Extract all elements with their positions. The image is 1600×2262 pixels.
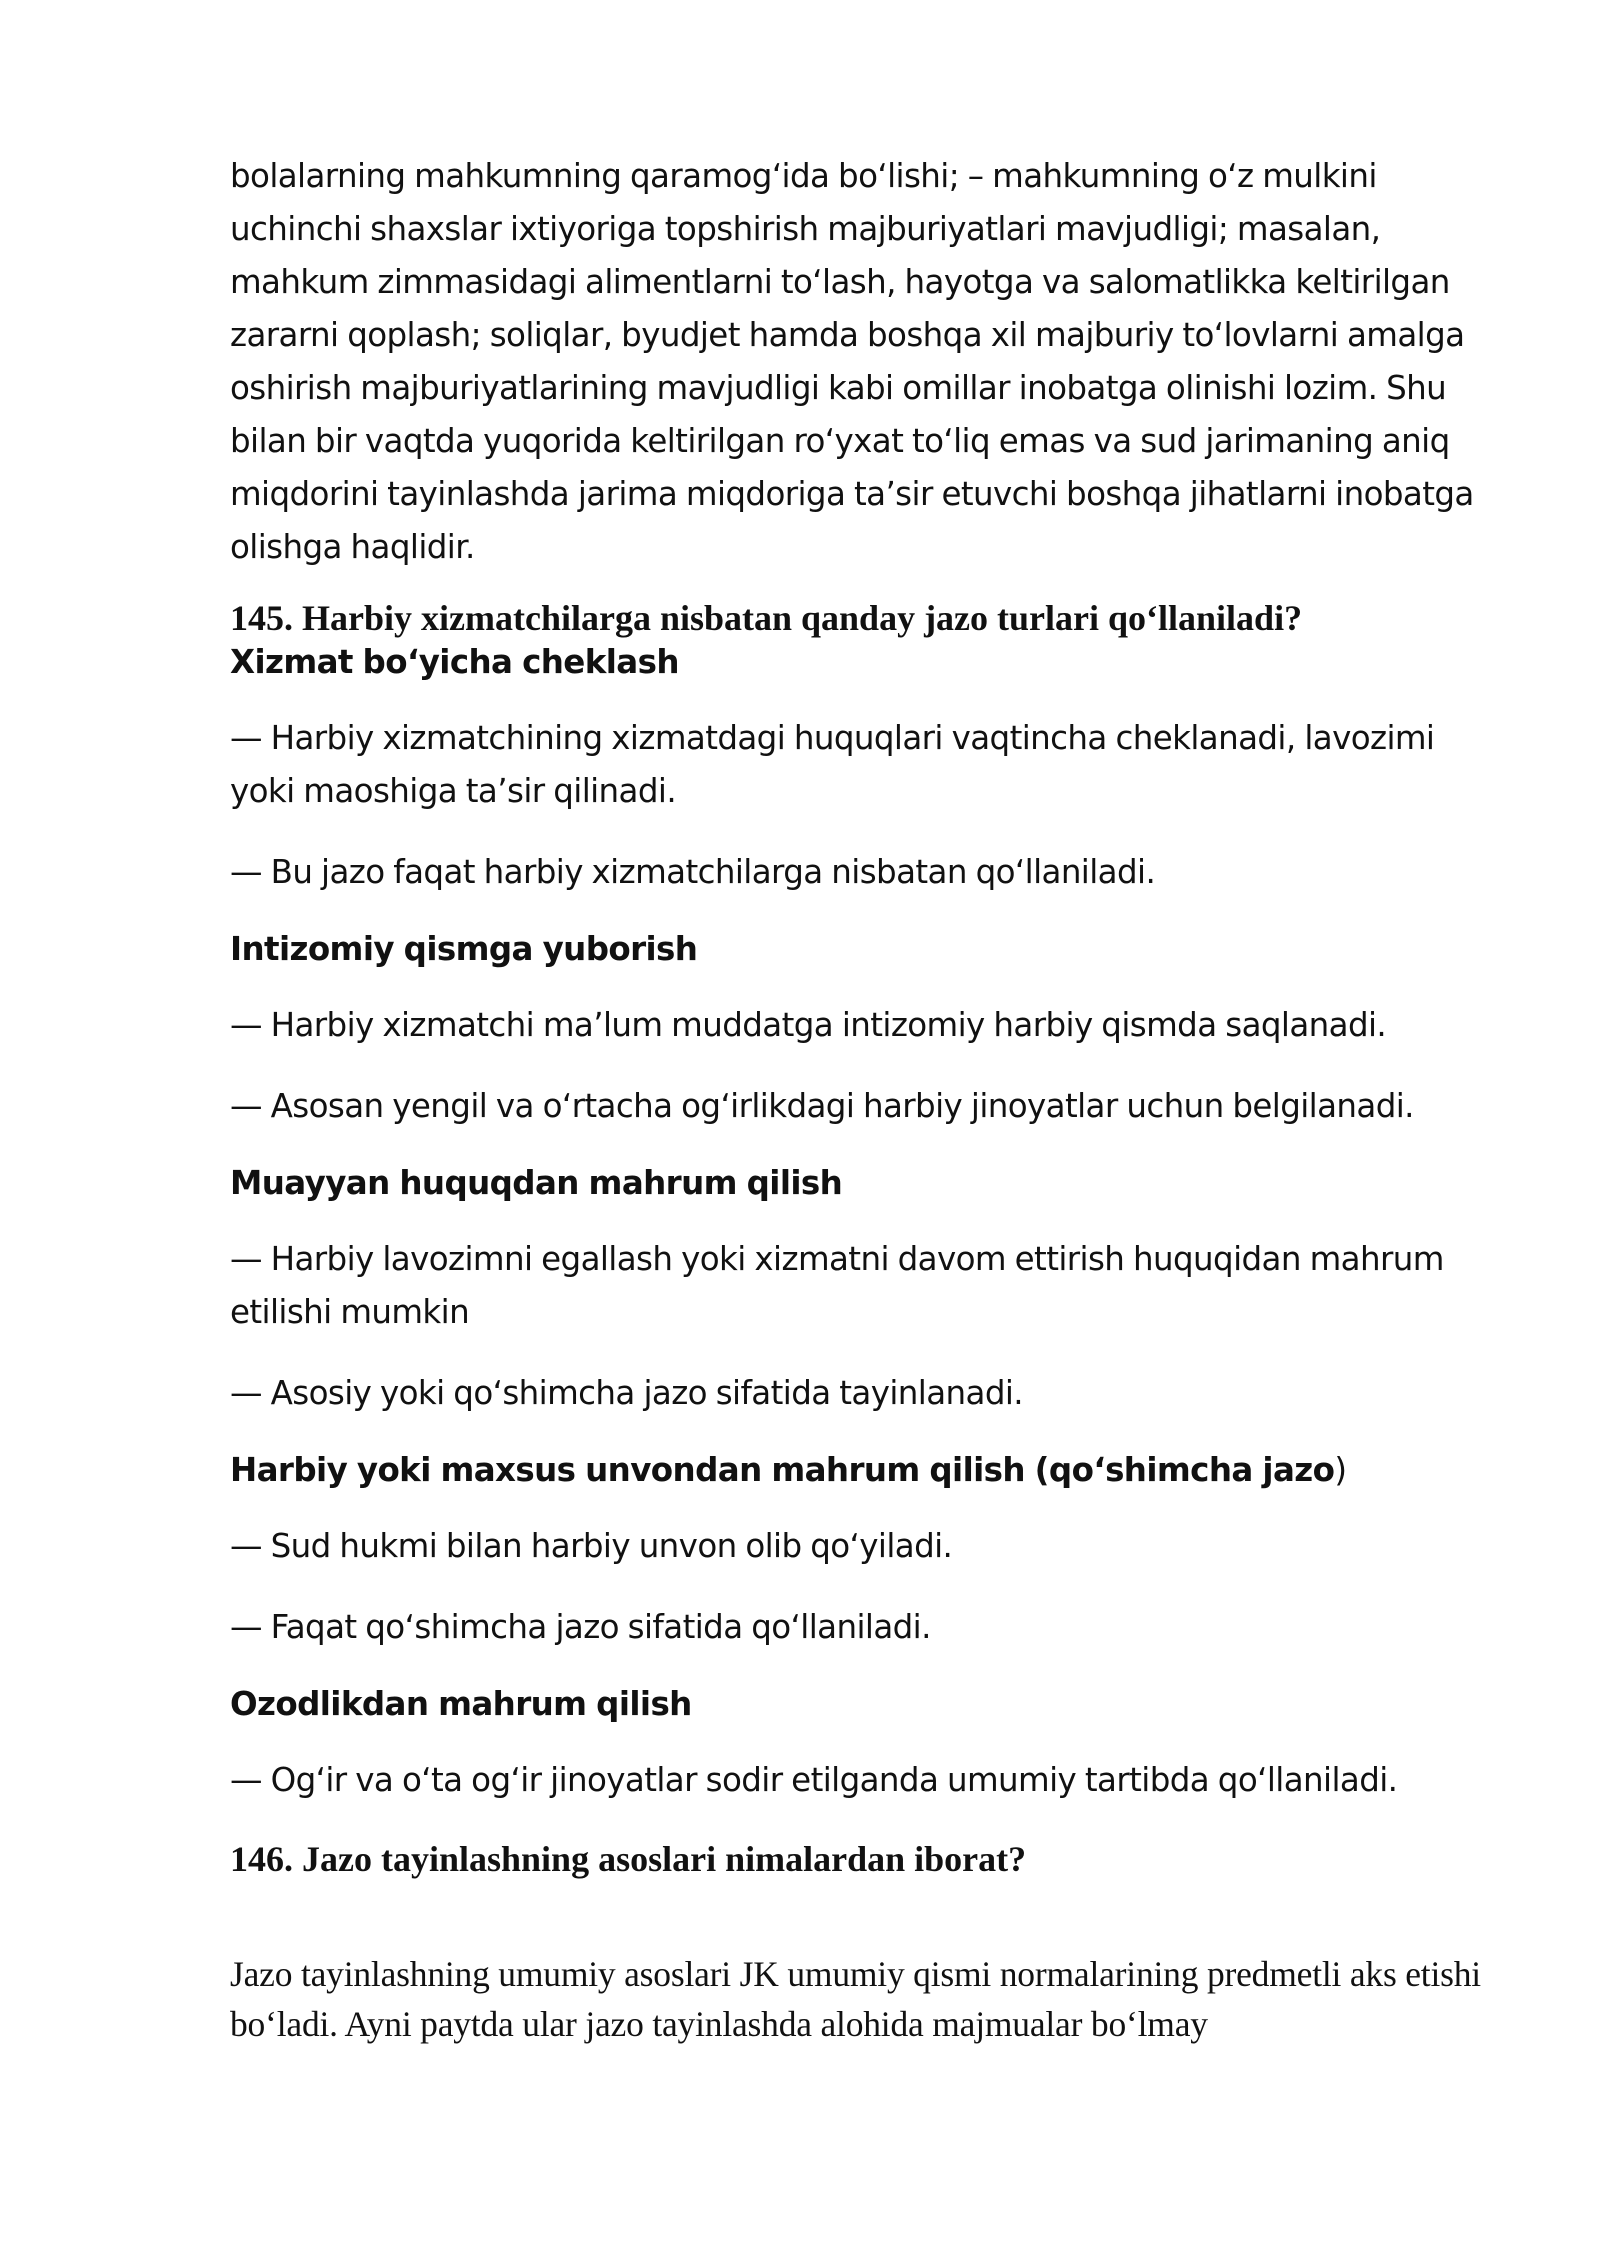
question-146-block	[230, 1837, 1500, 2049]
bullet-item: — Harbiy xizmatchining xizmatdagi huquqlari vaqtincha cheklanadi, lavozimi yoki maoshiga ta’sir qilinadi.	[230, 719, 1435, 810]
document-page	[230, 150, 1500, 2049]
section-heading-imprisonment: Ozodlikdan mahrum qilish	[230, 1685, 692, 1723]
section-heading-service-restriction: Xizmat boʻyicha cheklash	[230, 643, 679, 681]
question-146-paragraph: Jazo tayinlashning umumiy asoslari JK umumiy qismi normalarining predmetli aks etishi boʻladi. Ayni paytda ular jazo tayinlashda alohida majmualar boʻlmay	[230, 1954, 1481, 2044]
section-heading-tail: )	[1334, 1451, 1347, 1489]
bullet-item: — Ogʻir va oʻta ogʻir jinoyatlar sodir etilganda umumiy tartibda qoʻllaniladi.	[230, 1761, 1398, 1799]
bullet-item: — Harbiy lavozimni egallash yoki xizmatni davom ettirish huquqidan mahrum etilishi mumkin	[230, 1240, 1444, 1331]
section-heading-rank-deprivation	[230, 1448, 1500, 1492]
intro-paragraph: bolalarning mahkumning qaramogʻida boʻlishi; – mahkumning oʻz mulkini uchinchi shaxslar ixtiyoriga topshirish majburiyatlari mavjudligi; masalan, mahkum zimmasidagi alimentlarni toʻlash, hayotga va salomatlikka keltirilgan zararni qoplash; soliqlar, byudjet hamda boshqa xil majburiy toʻlovlarni amalga oshirish majburiyatlarining mavjudligi kabi omillar inobatga olinishi lozim. Shu bilan bir vaqtda yuqorida keltirilgan roʻyxat toʻliq emas va sud jarimaning aniq miqdorini tayinlashda jarima miqdoriga ta’sir etuvchi boshqa jihatlarni inobatga olishga haqlidir.	[230, 157, 1474, 566]
section-heading-disciplinary-unit: Intizomiy qismga yuborish	[230, 930, 698, 968]
bullet-item: — Asosiy yoki qoʻshimcha jazo sifatida tayinlanadi.	[230, 1374, 1024, 1412]
bullet-item: — Harbiy xizmatchi ma’lum muddatga intizomiy harbiy qismda saqlanadi.	[230, 1006, 1387, 1044]
section-heading-right-deprivation: Muayyan huquqdan mahrum qilish	[230, 1164, 843, 1202]
question-145-block	[230, 596, 1500, 1807]
bullet-item: — Asosan yengil va oʻrtacha ogʻirlikdagi harbiy jinoyatlar uchun belgilanadi.	[230, 1087, 1414, 1125]
bullet-item: — Bu jazo faqat harbiy xizmatchilarga nisbatan qoʻllaniladi.	[230, 853, 1156, 891]
question-146-title: 146. Jazo tayinlashning asoslari nimalardan iborat?	[230, 1839, 1027, 1879]
bullet-item: — Sud hukmi bilan harbiy unvon olib qoʻyiladi.	[230, 1527, 953, 1565]
bullet-item: — Faqat qoʻshimcha jazo sifatida qoʻllaniladi.	[230, 1608, 931, 1646]
section-heading-text: Harbiy yoki maxsus unvondan mahrum qilish (qoʻshimcha jazo	[230, 1451, 1335, 1489]
question-145-title: 145. Harbiy xizmatchilarga nisbatan qanday jazo turlari qoʻllaniladi?	[230, 598, 1303, 638]
